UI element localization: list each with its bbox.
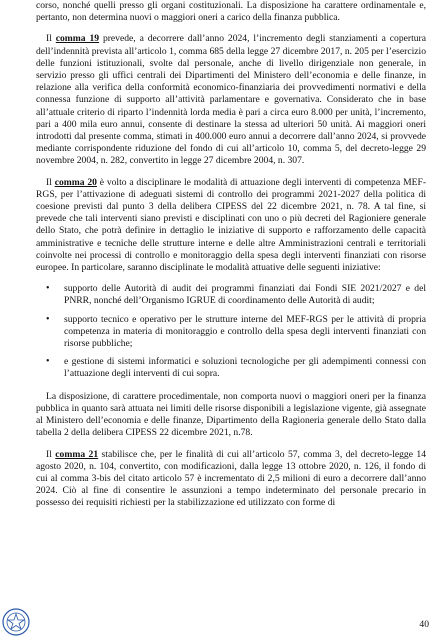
text-prefix: Il	[46, 33, 56, 45]
comma-21-text: stabilisce che, per le finalità di cui all’articolo 57, comma 3, del decreto-legge 14 agosto 2020, n. 104, convertito, con modificazioni, dalla legge 13 ottobre 2020, n. 126, il fondo di cui al comma 3-bis del citato articolo 57 è incrementato di 2,5 milioni di euro a decorrere dall’anno 2024. Ciò al fine di consentire le assunzioni a tempo indeterminato del personale precario in possesso dei requisiti richiesti per la stabilizzazione ed utilizzato con forme di	[36, 448, 426, 509]
comma-21-label: comma 21	[55, 448, 99, 460]
republic-emblem-icon	[2, 608, 30, 636]
document-page	[36, 0, 426, 510]
list-item-text: supporto tecnico e operativo per le strutture interne del MEF-RGS per le attività di propria competenza in materia di monitoraggio e controllo della spesa degli interventi finanziati con risorse pubbliche;	[64, 313, 426, 350]
list-item-text: supporto delle Autorità di audit dei programmi finanziati dai Fondi SIE 2021/2027 e del PNRR, nonché dell’Organismo IGRUE di coordinamento delle Autorità di audit;	[64, 283, 426, 307]
list-item	[36, 314, 426, 351]
list-item-text: e gestione di sistemi informatici e soluzioni tecnologiche per gli adempimenti connessi con l’attuazione degli interventi di cui sopra.	[64, 356, 426, 380]
paragraph-comma-19	[36, 33, 426, 167]
comma-20-label: comma 20	[54, 176, 97, 188]
initiatives-list	[36, 283, 426, 380]
text-prefix: Il	[46, 448, 56, 460]
comma-19-label: comma 19	[55, 33, 100, 45]
paragraph-comma-21	[36, 449, 426, 510]
text-prefix: Il	[46, 176, 55, 188]
paragraph-comma-20	[36, 177, 426, 275]
comma-20-text: è volto a disciplinare le modalità di attuazione degli interventi di competenza MEF-RGS, per l’attivazione di adeguati sistemi di controllo dei programmi 2021-2027 della politica di coesione previsti dal punto 3 della delibera CIPESS del 22 dicembre 2021, n. 78. A tal fine, si prevede che tali interventi siano previsti e disciplinati con uno o più decreti del Ragioniere generale dello Stato, che potrà definire in dettaglio le iniziative di supporto e rafforzamento delle capacità amministrative e tecniche delle strutture interne e delle altre Amministrazioni centrali e territoriali coinvolte nei processi di controllo e monitoraggio della spesa degli interventi finanziati con risorse europee. In particolare, saranno disciplinate le modalità attuative delle seguenti iniziative:	[36, 176, 427, 274]
bullet-icon: •	[46, 356, 50, 368]
bullet-icon: •	[46, 283, 50, 295]
paragraph-disposition: La disposizione, di carattere procedimentale, non comporta nuovi o maggiori oneri per la finanza pubblica in quanto sarà attuata nei limiti delle risorse disponibili a legislazione vigente, già assegnate al Ministero dell’economia e delle finanze, Dipartimento della Ragioneria generale dello Stato dalla tabella 2 della delibera CIPESS 22 dicembre 2021, n.78.	[36, 390, 426, 439]
page-number: 40	[419, 619, 429, 630]
list-item	[36, 356, 426, 380]
list-item	[36, 283, 426, 307]
paragraph-continuation: corso, nonché quelli presso gli organi costituzionali. La disposizione ha carattere ordinamentale e, pertanto, non determina nuovi o maggiori oneri a carico della finanza pubblica.	[36, 0, 426, 24]
comma-19-text: prevede, a decorrere dall’anno 2024, l’incremento degli stanziamenti a copertura dell’indennità prevista all’articolo 1, comma 685 della legge 27 dicembre 2017, n. 205 per l’esercizio delle funzioni istituzionali, svolte dal personale, anche di livello dirigenziale non generale, in servizio presso gli uffici centrali dei Dipartimenti del Ministero dell’economia e delle finanze, in relazione alla verifica della conformità economico-finanziaria dei provvedimenti normativi e della connessa funzione di supporto all’attività parlamentare e governativa. Considerato che in base all’attuale criterio di riparto l’indennità lorda media è pari a circa euro 8.000 per unità, l’incremento, pari a 400 mila euro annui, consente di destinare la stessa ad ulteriori 50 unità. Ai maggiori oneri introdotti dal presente comma, stimati in 400.000 euro annui a decorrere dall’anno 2024, si provvede mediante corrispondente riduzione del fondo di cui all’articolo 10, comma 5, del decreto-legge 29 novembre 2004, n. 282, convertito in legge 27 dicembre 2004, n. 307.	[36, 33, 427, 167]
bullet-icon: •	[46, 313, 50, 325]
